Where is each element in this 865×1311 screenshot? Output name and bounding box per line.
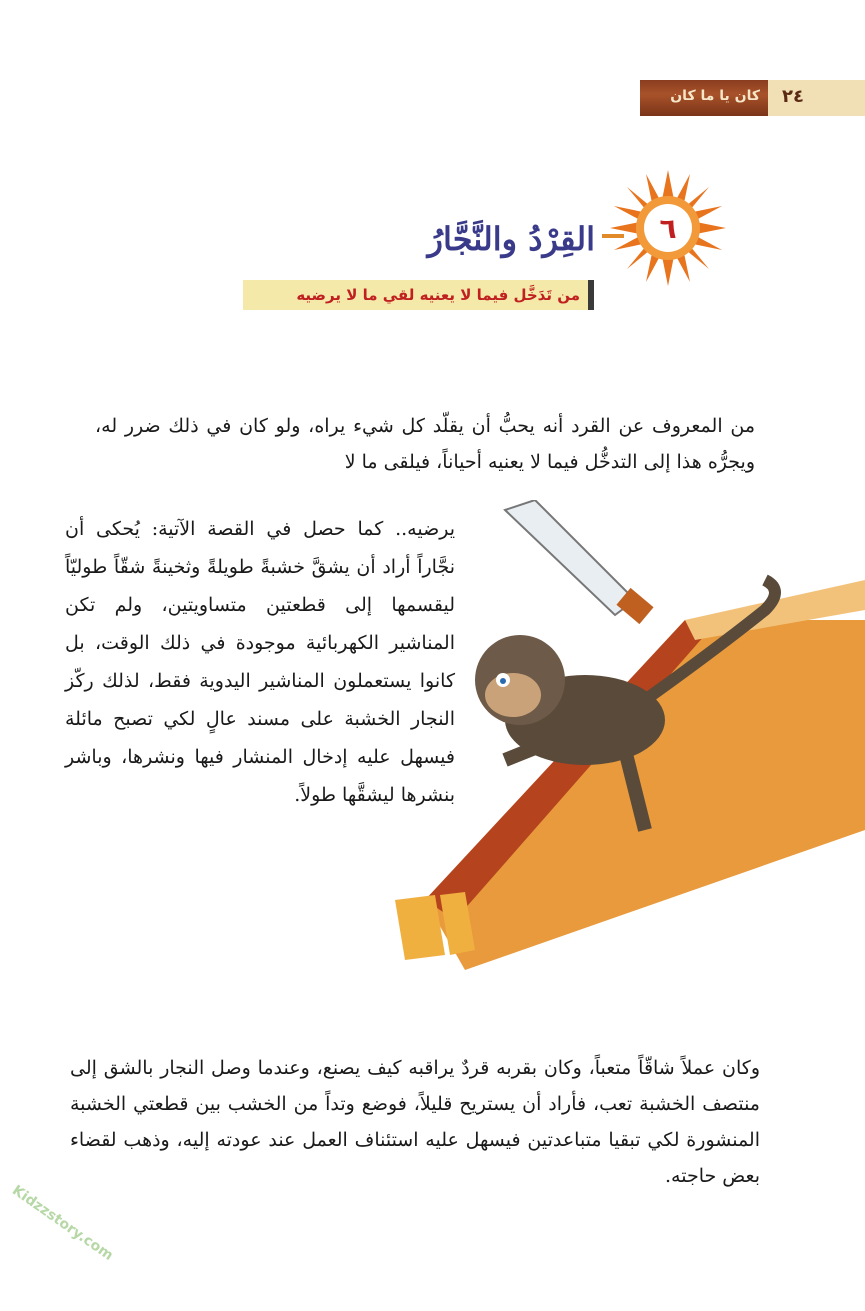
page-number: ٢٤ bbox=[782, 86, 804, 107]
monkey-on-plank-illustration bbox=[385, 500, 865, 970]
sun-badge-icon bbox=[610, 170, 726, 286]
story-paragraph-3: وكان عملاً شاقّاً متعباً، وكان بقربه قردٌ يراقبه كيف يصنع، وعندما وصل النجار بالشق إلى منتصف الخشبة تعب، فأراد أن يستريح قليلاً، فوضع وتداً من الخشب بين قطعتي الخشبة المنشورة لكي تبقيا متباعدتين فيسهل عليه استئناف العمل عند عودته إليه، وذهب لقضاء بعض حاجته. bbox=[70, 1057, 760, 1187]
chapter-title: القِرْدُ والنَّجَّارُ bbox=[427, 220, 595, 258]
title-connector bbox=[602, 234, 624, 238]
page-header bbox=[640, 80, 865, 116]
page-number-box bbox=[768, 80, 865, 116]
chapter-heading bbox=[240, 170, 740, 310]
series-title: كان يا ما كان bbox=[670, 88, 760, 104]
story-paragraph-1: من المعروف عن القرد أنه يحبُّ أن يقلّد كل شيء يراه، ولو كان في ذلك ضرر له، ويجرُّه هذا إلى التدخُّل فيما لا يعنيه أحياناً، فيلقى ما لا bbox=[95, 415, 755, 473]
story-paragraph-2: يرضيه.. كما حصل في القصة الآتية: يُحكى أن نجَّاراً أراد أن يشقَّ خشبةً طويلةً وثخينةً شقّاً طوليّاً ليقسمها إلى قطعتين متساويتين، ولم تكن المناشير الكهربائية موجودة في ذلك الوقت، بل كانوا يستعملون المناشير اليدوية فقط، لذلك ركّز النجار الخشبة على مسند عالٍ لكي تصبح مائلة فيسهل عليه إدخال المنشار فيها ونشرها، وباشر بنشرها ليشقَّها طولاً. bbox=[65, 518, 455, 806]
proverb-text: من تَدَخَّل فيما لا يعنيه لقي ما لا يرضيه bbox=[296, 286, 580, 304]
watermark-text: Kidzzstory.com bbox=[9, 1182, 116, 1264]
chapter-number: ٦ bbox=[659, 212, 677, 245]
series-title-banner bbox=[640, 80, 768, 116]
proverb-banner bbox=[243, 280, 594, 310]
watermark bbox=[0, 1180, 135, 1293]
